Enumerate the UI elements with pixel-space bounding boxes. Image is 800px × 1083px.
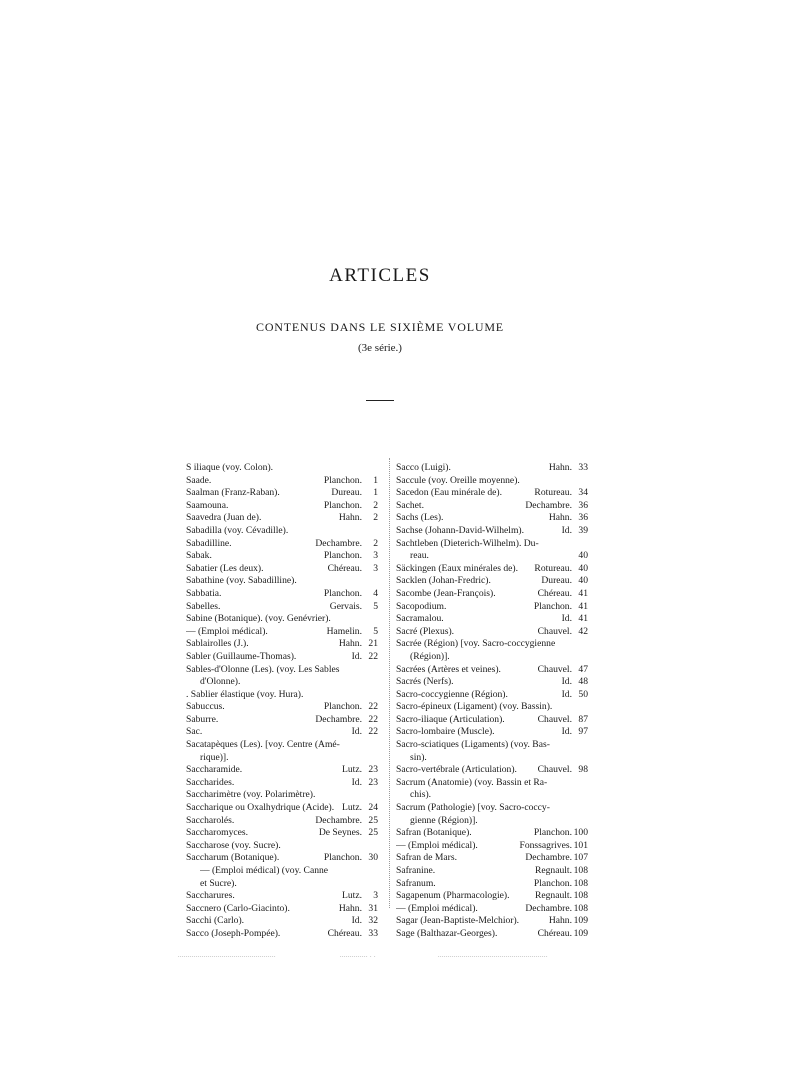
entry-author: Chéreau.: [327, 562, 362, 574]
entry-page: 4: [373, 587, 378, 599]
index-entry: [396, 852, 588, 865]
entry-text: Sacro-iliaque (Articulation).: [396, 713, 505, 725]
entry-text: Safranum.: [396, 877, 436, 889]
entry-page: 2: [373, 499, 378, 511]
entry-author: De Seynes.: [318, 827, 362, 839]
index-entry: [186, 664, 378, 677]
index-entry: [396, 500, 588, 513]
index-entry: [186, 613, 378, 626]
entry-page: 39: [578, 524, 588, 536]
entry-page: 40: [578, 562, 588, 574]
entry-text: sin).: [410, 751, 427, 763]
entry-text: Sacklen (Johan-Fredric).: [396, 575, 491, 587]
index-entry: [396, 512, 588, 525]
index-entry: [396, 613, 588, 626]
index-entry: [186, 852, 378, 865]
entry-page: 36: [578, 499, 588, 511]
entry-text: Saccharides.: [186, 776, 235, 788]
index-entry: [396, 575, 588, 588]
entry-text: reau.: [410, 550, 429, 562]
entry-text: Safran de Mars.: [396, 852, 458, 864]
index-entry: [186, 840, 378, 853]
index-entry: [186, 764, 378, 777]
index-entry: [186, 777, 378, 790]
entry-author: Planchon.: [533, 877, 572, 889]
entry-page: 33: [578, 462, 588, 473]
index-entry: [186, 701, 378, 714]
entry-page: 41: [578, 587, 588, 599]
entry-text: Sagapenum (Pharmacologie).: [396, 890, 510, 902]
footer-mark: .................................................: [178, 953, 276, 959]
entry-author: Rotureau.: [534, 487, 572, 499]
entry-author: Id.: [561, 688, 572, 700]
index-entry: [396, 903, 588, 916]
entry-page: 3: [373, 562, 378, 574]
entry-text: Sage (Balthazar-Georges).: [396, 927, 498, 939]
index-entry: [186, 689, 378, 702]
index-entry: [186, 878, 378, 891]
entry-text: Sacro-épineux (Ligament) (voy. Bassin).: [396, 701, 553, 713]
index-entry: [186, 815, 378, 828]
entry-text: d'Olonne).: [200, 676, 241, 688]
entry-page: 87: [578, 713, 588, 725]
index-entry: [186, 500, 378, 513]
entry-author: Id.: [351, 915, 362, 927]
entry-page: 42: [578, 625, 588, 637]
entry-text: Sacco (Joseph-Pompée).: [186, 927, 281, 939]
entry-author: Id.: [561, 524, 572, 536]
entry-page: 109: [573, 927, 588, 939]
entry-text: Sacro-vertébrale (Articulation).: [396, 764, 517, 776]
entry-page: 108: [573, 877, 588, 889]
index-entry: [186, 462, 378, 475]
index-entry: [186, 588, 378, 601]
index-entry: [186, 739, 378, 752]
entry-page: 40: [578, 575, 588, 587]
entry-text: Sabak.: [186, 550, 212, 562]
entry-author: Hahn.: [338, 902, 362, 914]
entry-text: S iliaque (voy. Colon).: [186, 462, 274, 473]
entry-author: Hamelin.: [326, 625, 362, 637]
entry-author: Dechambre.: [525, 852, 572, 864]
entry-author: Lutz.: [342, 802, 362, 814]
entry-text: Sabathine (voy. Sabadilline).: [186, 575, 297, 587]
entry-text: Sables-d'Olonne (Les). (voy. Les Sables: [186, 663, 340, 675]
entry-author: Planchon.: [323, 474, 362, 486]
entry-text: Sacco (Luigi).: [396, 462, 451, 473]
entry-author: Id.: [351, 650, 362, 662]
entry-text: Saade.: [186, 474, 212, 486]
entry-text: Sagar (Jean-Baptiste-Melchior).: [396, 915, 520, 927]
entry-text: Saccharolés.: [186, 814, 235, 826]
index-entry: [186, 538, 378, 551]
entry-text: Sacro-coccygienne (Région).: [396, 688, 508, 700]
entry-text: Sabine (Botanique). (voy. Genévrier).: [186, 613, 331, 625]
entry-page: 108: [573, 902, 588, 914]
entry-author: Regnault.: [534, 890, 572, 902]
footer-mark: .......................................................: [438, 953, 548, 959]
entry-author: Gervais.: [329, 600, 362, 612]
index-entry: [186, 726, 378, 739]
entry-text: — (Emploi médical).: [186, 625, 268, 637]
entry-page: 50: [578, 688, 588, 700]
index-entry: [396, 651, 588, 664]
index-entry: [396, 638, 588, 651]
entry-text: Saccharique ou Oxalhydrique (Acide).: [186, 802, 335, 814]
entry-author: Dureau.: [331, 487, 362, 499]
index-entry: [396, 487, 588, 500]
entry-page: 41: [578, 613, 588, 625]
entry-page: 22: [368, 701, 378, 713]
entry-text: Sacrum (Anatomie) (voy. Bassin et Ra-: [396, 776, 548, 788]
index-entry: [396, 928, 588, 941]
entry-text: Sacchi (Carlo).: [186, 915, 245, 927]
entry-author: Chauvel.: [537, 625, 572, 637]
index-entry: [396, 601, 588, 614]
series-label: (3e série.): [358, 342, 402, 354]
entry-text: Sacatapèques (Les). [voy. Centre (Amé-: [186, 739, 340, 751]
entry-author: Dechambre.: [315, 814, 362, 826]
entry-text: Sabuccus.: [186, 701, 225, 713]
entry-page: 2: [373, 512, 378, 524]
page-title: ARTICLES: [329, 265, 431, 286]
index-entry: [396, 689, 588, 702]
entry-author: Dechambre.: [315, 537, 362, 549]
index-entry: [396, 777, 588, 790]
entry-text: Saccharomyces.: [186, 827, 249, 839]
index-entry: [396, 462, 588, 475]
right-column: [396, 462, 588, 941]
index-entry: [396, 538, 588, 551]
entry-author: Lutz.: [342, 890, 362, 902]
index-entry: [186, 802, 378, 815]
entry-text: gienne (Région)].: [410, 814, 478, 826]
entry-text: Sacro-sciatiques (Ligaments) (voy. Bas-: [396, 739, 550, 751]
entry-page: 3: [373, 890, 378, 902]
index-entry: [396, 840, 588, 853]
entry-page: 34: [578, 487, 588, 499]
entry-text: Saamouna.: [186, 499, 229, 511]
entry-page: 47: [578, 663, 588, 675]
index-entry: [396, 865, 588, 878]
entry-text: Sachtleben (Dieterich-Wilhelm). Du-: [396, 537, 539, 549]
index-entry: [396, 802, 588, 815]
entry-author: Chauvel.: [537, 663, 572, 675]
entry-text: Sacedon (Eau minérale de).: [396, 487, 503, 499]
index-entry: [396, 626, 588, 639]
entry-page: 25: [368, 827, 378, 839]
entry-text: Saccnero (Carlo-Giacinto).: [186, 902, 290, 914]
entry-text: Saavedra (Juan de).: [186, 512, 262, 524]
entry-page: 101: [573, 839, 588, 851]
index-entry: [396, 475, 588, 488]
index-entry: [186, 890, 378, 903]
entry-text: Safran (Botanique).: [396, 827, 472, 839]
entry-text: Sabadilla (voy. Cévadille).: [186, 524, 289, 536]
index-entry: [396, 726, 588, 739]
title-rule: [366, 400, 394, 401]
entry-text: chis).: [410, 789, 432, 801]
entry-author: Planchon.: [533, 600, 572, 612]
entry-text: Saccharamide.: [186, 764, 243, 776]
entry-page: 41: [578, 600, 588, 612]
entry-text: Sacopodium.: [396, 600, 447, 612]
entry-author: Dechambre.: [525, 499, 572, 511]
index-entry: [396, 764, 588, 777]
entry-page: 32: [368, 915, 378, 927]
index-entry: [186, 475, 378, 488]
entry-page: 5: [373, 600, 378, 612]
entry-text: Sacrum (Pathologie) [voy. Sacro-coccy-: [396, 802, 550, 814]
entry-author: Planchon.: [323, 499, 362, 511]
entry-text: Sachse (Johann-David-Wilhelm).: [396, 524, 525, 536]
entry-page: 30: [368, 852, 378, 864]
entry-author: Planchon.: [323, 587, 362, 599]
entry-author: Chéreau.: [537, 927, 572, 939]
entry-text: rique)].: [200, 751, 229, 763]
entry-text: — (Emploi médical).: [396, 902, 478, 914]
entry-author: Chauvel.: [537, 713, 572, 725]
entry-text: (Région)].: [410, 650, 450, 662]
entry-text: Saccharures.: [186, 890, 235, 902]
entry-text: Sacramalou.: [396, 613, 444, 625]
entry-author: Rotureau.: [534, 562, 572, 574]
index-entry: [396, 525, 588, 538]
index-entry: [186, 575, 378, 588]
entry-page: 5: [373, 625, 378, 637]
entry-text: Sac.: [186, 726, 203, 738]
entry-text: Sachs (Les).: [396, 512, 444, 524]
entry-text: Sabler (Guillaume-Thomas).: [186, 650, 297, 662]
entry-page: 108: [573, 890, 588, 902]
entry-author: Chéreau.: [327, 927, 362, 939]
index-entry: [396, 827, 588, 840]
entry-author: Id.: [351, 726, 362, 738]
entry-author: Planchon.: [323, 852, 362, 864]
index-entry: [186, 651, 378, 664]
left-column: [186, 462, 378, 941]
index-entry: [186, 752, 378, 765]
entry-author: Lutz.: [342, 764, 362, 776]
entry-text: Säckingen (Eaux minérales de).: [396, 562, 519, 574]
entry-text: Sachet.: [396, 499, 424, 511]
index-entry: [186, 827, 378, 840]
entry-page: 23: [368, 776, 378, 788]
entry-author: Regnault.: [534, 865, 572, 876]
index-entry: [186, 563, 378, 576]
entry-author: Id.: [351, 776, 362, 788]
entry-author: Hahn.: [548, 512, 572, 524]
page-subtitle: CONTENUS DANS LE SIXIÈME VOLUME: [256, 320, 504, 334]
index-entry: [396, 676, 588, 689]
entry-text: Saalman (Franz-Raban).: [186, 487, 280, 499]
entry-page: 1: [373, 487, 378, 499]
index-entry: [186, 550, 378, 563]
entry-page: 21: [368, 638, 378, 650]
entry-page: 22: [368, 713, 378, 725]
entry-text: Sacrée (Région) [voy. Sacro-coccygienne: [396, 638, 556, 650]
entry-page: 22: [368, 726, 378, 738]
index-entry: [396, 664, 588, 677]
index-entry: [186, 487, 378, 500]
entry-page: 48: [578, 676, 588, 688]
index-entry: [396, 563, 588, 576]
entry-author: Hahn.: [548, 915, 572, 927]
entry-author: Planchon.: [533, 827, 572, 839]
index-entry: [186, 525, 378, 538]
entry-text: Sacrées (Artères et veines).: [396, 663, 501, 675]
entry-page: 3: [373, 550, 378, 562]
entry-author: Id.: [561, 613, 572, 625]
entry-author: Planchon.: [323, 550, 362, 562]
index-entry: [186, 865, 378, 878]
entry-text: Sacombe (Jean-François).: [396, 587, 496, 599]
entry-text: . Sablier élastique (voy. Hura).: [186, 688, 304, 700]
index-entry: [186, 928, 378, 941]
entry-author: Hahn.: [338, 638, 362, 650]
index-entry: [396, 789, 588, 802]
entry-page: 22: [368, 650, 378, 662]
entry-author: Id.: [561, 676, 572, 688]
index-entry: [396, 714, 588, 727]
entry-text: Sabadilline.: [186, 537, 232, 549]
entry-page: 1: [373, 474, 378, 486]
entry-author: Hahn.: [548, 462, 572, 473]
entry-page: 108: [573, 865, 588, 876]
entry-text: — (Emploi médical).: [396, 839, 478, 851]
index-entry: [186, 626, 378, 639]
index-entry: [396, 739, 588, 752]
entry-page: 97: [578, 726, 588, 738]
entry-author: Chauvel.: [537, 764, 572, 776]
footer-mark: .............. . .: [340, 953, 376, 959]
index-entry: [396, 815, 588, 828]
index-entry: [396, 701, 588, 714]
entry-text: Saccharimètre (voy. Polarimètre).: [186, 789, 316, 801]
entry-text: Safranine.: [396, 865, 436, 876]
entry-text: Saccharum (Botanique).: [186, 852, 280, 864]
index-entry: [186, 903, 378, 916]
entry-author: Dechambre.: [315, 713, 362, 725]
index-entry: [186, 789, 378, 802]
entry-author: Id.: [561, 726, 572, 738]
index-entry: [186, 638, 378, 651]
entry-text: Sabbatia.: [186, 587, 222, 599]
entry-page: 24: [368, 802, 378, 814]
index-entry: [186, 512, 378, 525]
entry-text: — (Emploi médical) (voy. Canne: [200, 865, 329, 876]
entry-author: Planchon.: [323, 701, 362, 713]
entry-text: Saccharose (voy. Sucre).: [186, 839, 281, 851]
index-entry: [396, 550, 588, 563]
entry-text: Sabelles.: [186, 600, 221, 612]
entry-text: et Sucre).: [200, 877, 237, 889]
entry-text: Sabatier (Les deux).: [186, 562, 264, 574]
entry-text: Sablairolles (J.).: [186, 638, 249, 650]
entry-page: 36: [578, 512, 588, 524]
entry-author: Hahn.: [338, 512, 362, 524]
entry-page: 100: [573, 827, 588, 839]
entry-page: 25: [368, 814, 378, 826]
index-entry: [396, 752, 588, 765]
index-entry: [396, 915, 588, 928]
entry-page: 109: [573, 915, 588, 927]
entry-page: 40: [578, 550, 588, 562]
entry-page: 33: [368, 927, 378, 939]
entry-page: 107: [573, 852, 588, 864]
entry-author: Chéreau.: [537, 587, 572, 599]
entry-text: Sacrés (Nerfs).: [396, 676, 454, 688]
index-entry: [396, 890, 588, 903]
index-entry: [396, 878, 588, 891]
entry-author: Fonssagrives.: [519, 839, 572, 851]
entry-text: Sacré (Plexus).: [396, 625, 455, 637]
index-entry: [186, 915, 378, 928]
index-entry: [186, 714, 378, 727]
index-entry: [186, 601, 378, 614]
column-divider: [389, 458, 390, 908]
entry-page: 2: [373, 537, 378, 549]
entry-text: Saburre.: [186, 713, 219, 725]
entry-page: 23: [368, 764, 378, 776]
entry-author: Dureau.: [541, 575, 572, 587]
entry-page: 98: [578, 764, 588, 776]
entry-page: 31: [368, 902, 378, 914]
entry-author: Dechambre.: [525, 902, 572, 914]
index-entry: [186, 676, 378, 689]
index-entry: [396, 588, 588, 601]
entry-text: Saccule (voy. Oreille moyenne).: [396, 474, 520, 486]
entry-text: Sacro-lombaire (Muscle).: [396, 726, 495, 738]
